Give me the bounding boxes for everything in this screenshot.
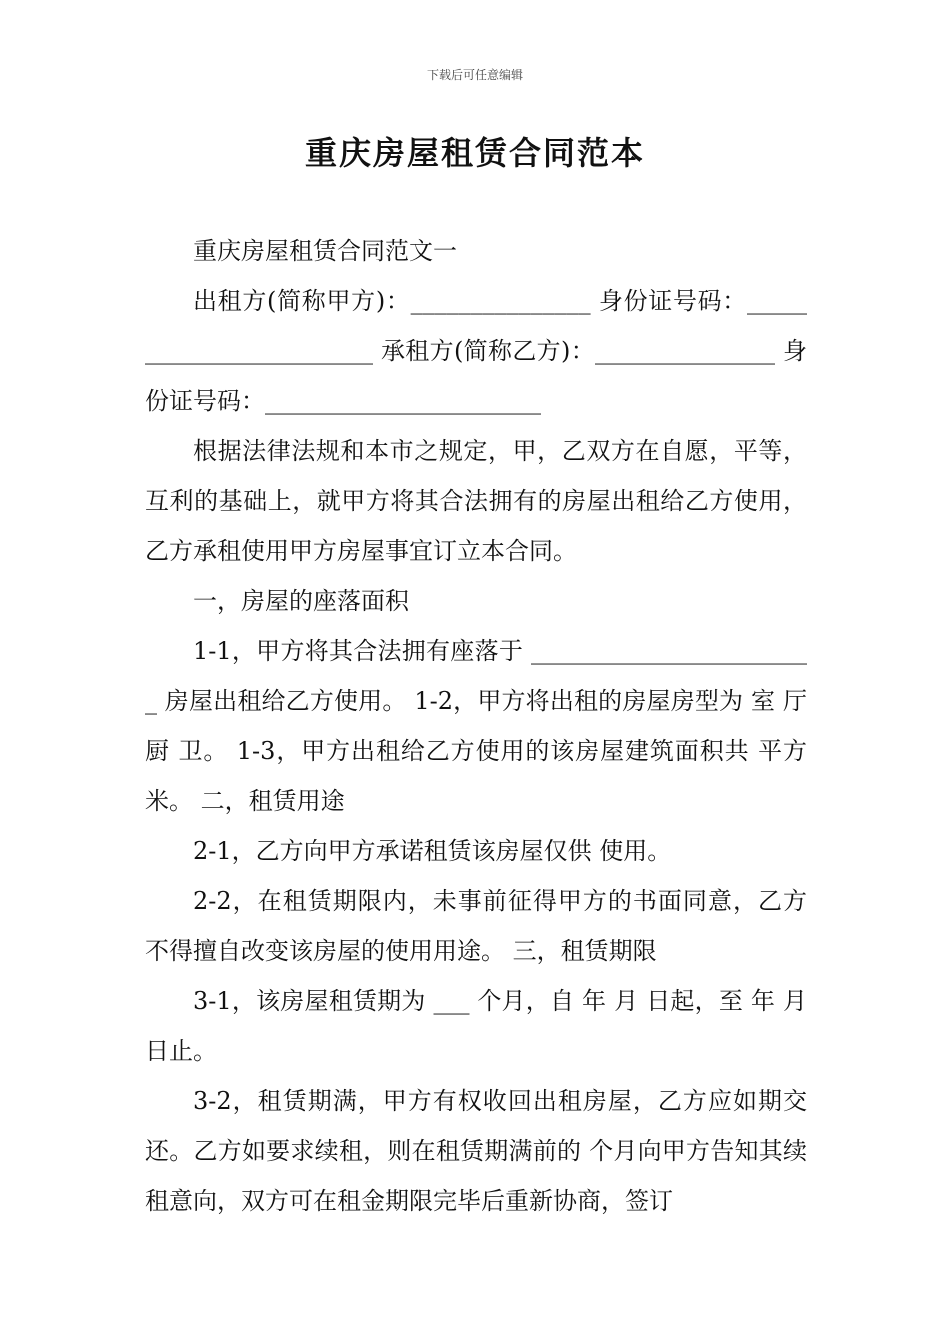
- paragraph-subtitle: 重庆房屋租赁合同范文一: [193, 237, 457, 265]
- document-body: [145, 226, 807, 1226]
- paragraph-clause-2-2: 2-2，在租赁期限内，未事前征得甲方的书面同意，乙方不得擅自改变该房屋的使用用途。 三，租赁期限: [145, 887, 807, 965]
- paragraph-clause-1: 1-1，甲方将其合法拥有座落于 ________________________ 房屋出租给乙方使用。 1-2，甲方将出租的房屋房型为 室 厅 厨 卫。 1-3，甲方出租给乙方使用的该房屋建筑面积共 平方米。 二，租赁用途: [145, 637, 807, 815]
- header-note: 下载后可任意编辑: [426, 68, 523, 82]
- paragraph-clause-3-2: 3-2，租赁期满，甲方有权收回出租房屋，乙方应如期交还。乙方如要求续租，则在租赁期满前的 个月向甲方告知其续租意向，双方可在租金期限完毕后重新协商，签订: [145, 1087, 807, 1215]
- section-heading-location: 一，房屋的座落面积: [193, 587, 409, 615]
- paragraph-preamble: 根据法律法规和本市之规定，甲，乙双方在自愿，平等，互利的基础上，就甲方将其合法拥有的房屋出租给乙方使用，乙方承租使用甲方房屋事宜订立本合同。: [145, 437, 807, 565]
- paragraph-clause-2-1: 2-1，乙方向甲方承诺租赁该房屋仅供 使用。: [193, 837, 672, 865]
- paragraph-parties: 出租方(简称甲方)：_______________ 身份证号码：________________________ 承租方(简称乙方)：_______________ 身份证号码：_______________________: [145, 287, 807, 415]
- document-title: 重庆房屋租赁合同范本: [304, 134, 645, 172]
- paragraph-clause-3-1: 3-1，该房屋租赁期为 ___ 个月，自 年 月 日起，至 年 月 日止。: [145, 987, 807, 1065]
